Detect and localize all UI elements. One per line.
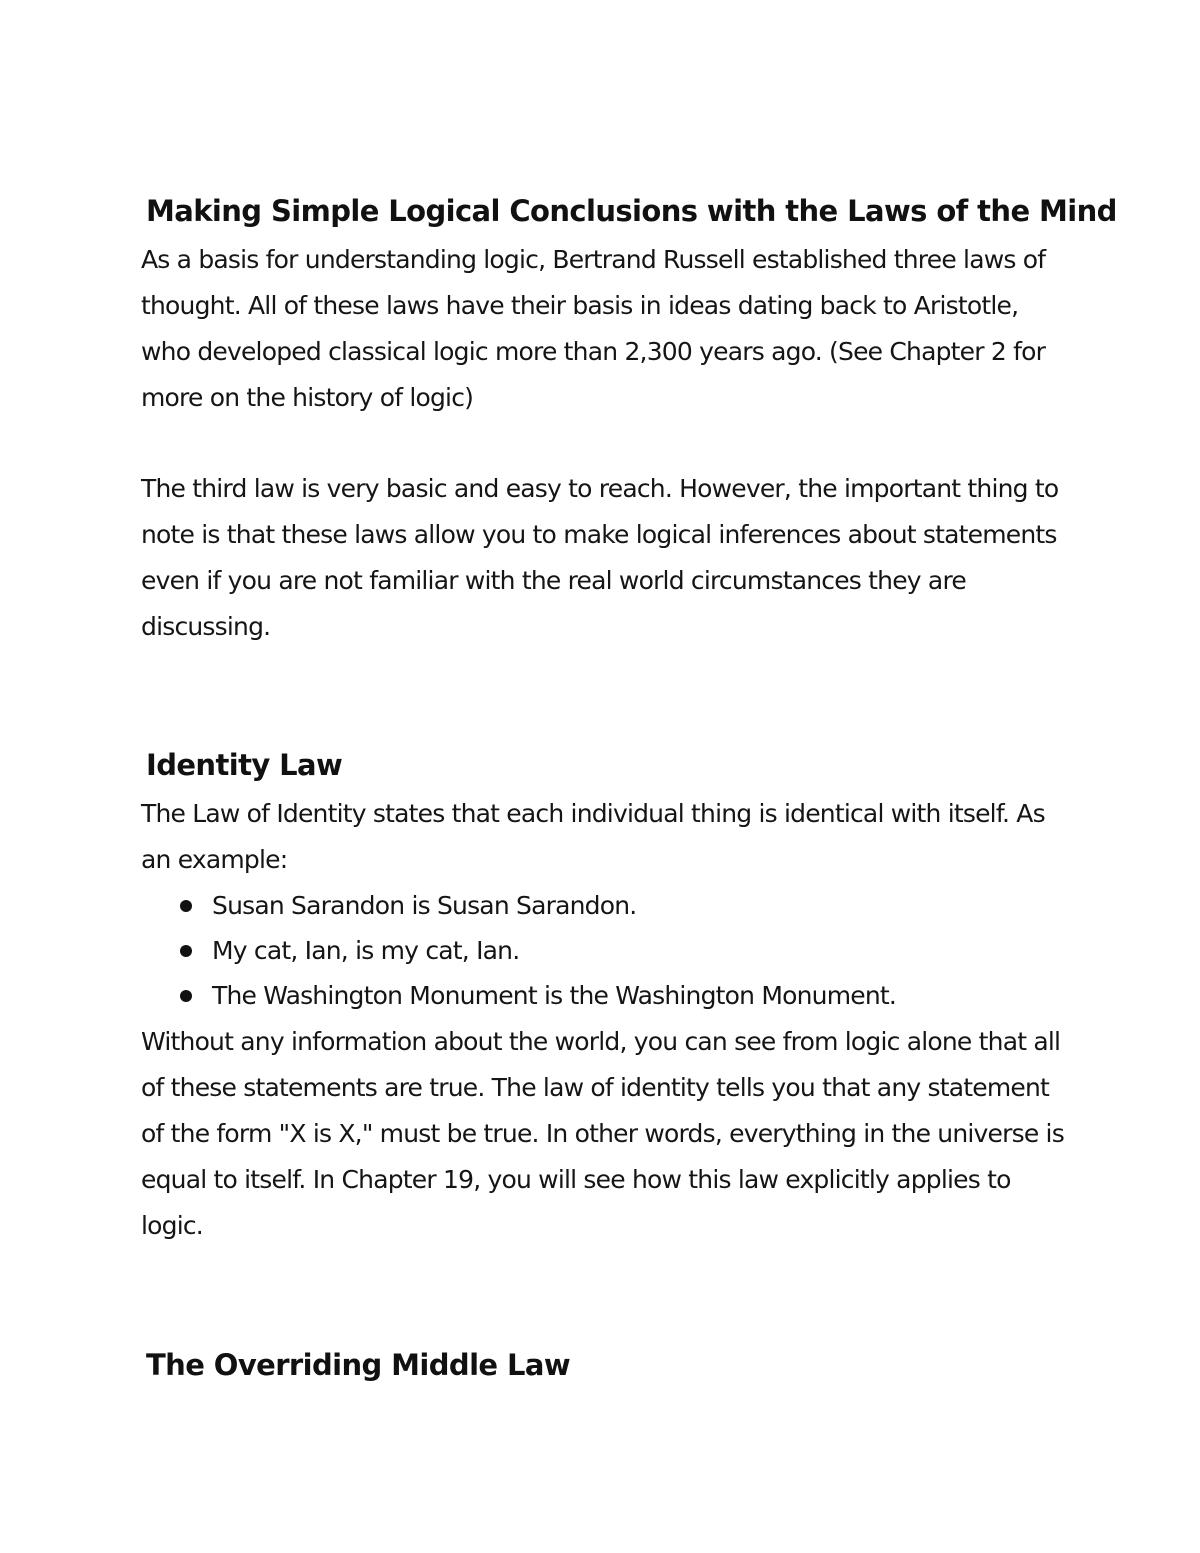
text-line: discussing.	[141, 612, 271, 641]
bullet-icon	[180, 900, 192, 912]
list-item-text: The Washington Monument is the Washington Monument.	[212, 981, 897, 1010]
bullet-icon	[180, 990, 192, 1002]
paragraph-identity-intro	[141, 791, 1071, 883]
text-line: Without any information about the world, you can see from logic alone that all	[141, 1027, 1061, 1056]
list-item-text: Susan Sarandon is Susan Sarandon.	[212, 891, 637, 920]
bullet-icon	[180, 945, 192, 957]
text-line: even if you are not familiar with the real world circumstances they are	[141, 566, 966, 595]
text-line: equal to itself. In Chapter 19, you will see how this law explicitly applies to	[141, 1165, 1011, 1194]
list-item	[178, 883, 896, 928]
text-line: who developed classical logic more than 2,300 years ago. (See Chapter 2 for	[141, 337, 1046, 366]
text-line: note is that these laws allow you to make logical inferences about statements	[141, 520, 1057, 549]
section-heading-identity-law: Identity Law	[146, 748, 343, 782]
section-heading-overriding-middle-law: The Overriding Middle Law	[146, 1348, 571, 1382]
list-item	[178, 973, 896, 1018]
text-line: logic.	[141, 1211, 203, 1240]
paragraph-intro	[141, 237, 1071, 421]
section-heading-laws-of-mind: Making Simple Logical Conclusions with the Laws of the Mind	[146, 194, 1117, 228]
text-line: more on the history of logic)	[141, 383, 474, 412]
text-line: of these statements are true. The law of identity tells you that any statement	[141, 1073, 1050, 1102]
text-line: As a basis for understanding logic, Bertrand Russell established three laws of	[141, 245, 1046, 274]
list-item-text: My cat, Ian, is my cat, Ian.	[212, 936, 520, 965]
text-line: The Law of Identity states that each individual thing is identical with itself. As	[141, 799, 1045, 828]
paragraph-third-law	[141, 466, 1071, 650]
text-line: an example:	[141, 845, 288, 874]
list-item	[178, 928, 896, 973]
text-line: of the form "X is X," must be true. In other words, everything in the universe is	[141, 1119, 1064, 1148]
identity-examples-list	[178, 883, 896, 1018]
text-line: The third law is very basic and easy to reach. However, the important thing to	[141, 474, 1059, 503]
paragraph-identity-explanation	[141, 1019, 1071, 1249]
text-line: thought. All of these laws have their basis in ideas dating back to Aristotle,	[141, 291, 1019, 320]
